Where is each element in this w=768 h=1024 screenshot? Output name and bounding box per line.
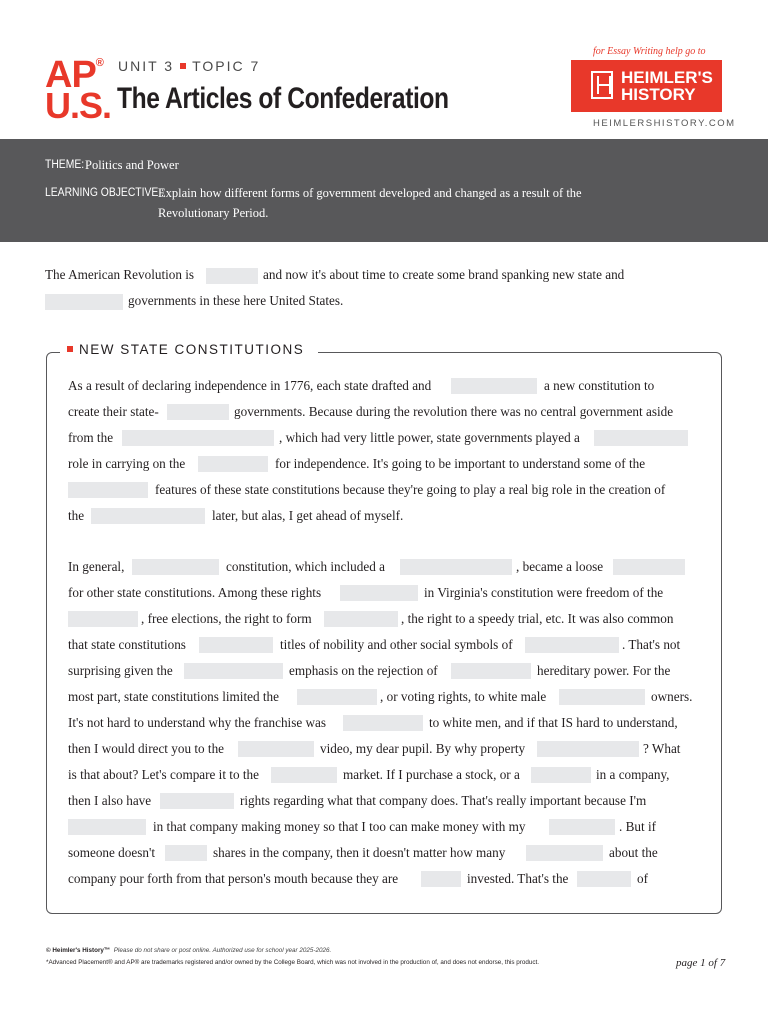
heading-square-icon: [67, 346, 73, 352]
site-link[interactable]: HEIMLERSHISTORY.COM: [593, 118, 736, 129]
fill-blank[interactable]: [340, 585, 418, 601]
fill-blank[interactable]: [324, 611, 398, 627]
fill-blank[interactable]: [199, 637, 273, 653]
intro-text: The American Revolution is: [45, 267, 195, 282]
body-text: , or voting rights, to white male: [380, 689, 547, 704]
fill-blank[interactable]: [400, 559, 512, 575]
body-text: In general,: [68, 559, 125, 574]
fill-blank[interactable]: [238, 741, 314, 757]
body-text: rights regarding what that company does. That's really important because I'm: [240, 793, 647, 808]
fill-blank[interactable]: [184, 663, 283, 679]
intro-text: governments in these here United States.: [128, 293, 344, 308]
fill-blank[interactable]: [559, 689, 645, 705]
fill-blank[interactable]: [421, 871, 461, 887]
fill-blank[interactable]: [45, 294, 123, 310]
body-text: video, my dear pupil. By why property: [320, 741, 526, 756]
body-text: a new constitution to: [544, 378, 655, 393]
fill-blank[interactable]: [549, 819, 615, 835]
fill-blank[interactable]: [271, 767, 337, 783]
body-text: about the: [609, 845, 658, 860]
fill-blank[interactable]: [531, 767, 591, 783]
heimlers-history-logo[interactable]: [571, 60, 722, 112]
fill-blank[interactable]: [525, 637, 619, 653]
body-text: create their state-: [68, 404, 159, 419]
body-text: the: [68, 508, 85, 523]
body-text: , the right to a speedy trial, etc. It was also common: [401, 611, 674, 626]
body-text: for other state constitutions. Among these rights: [68, 585, 322, 600]
body-text: of: [637, 871, 648, 886]
theme-label: THEME:: [45, 159, 85, 171]
body-text: , free elections, the right to form: [141, 611, 312, 626]
theme-value: Politics and Power: [85, 158, 179, 172]
body-text: someone doesn't: [68, 845, 155, 860]
fill-blank[interactable]: [122, 430, 274, 446]
body-text: As a result of declaring independence in 1776, each state drafted and: [68, 378, 432, 393]
copyright-text: © Heimler's History™: [46, 947, 111, 954]
body-text: then I also have: [68, 793, 152, 808]
body-text: in that company making money so that I too can make money with my: [153, 819, 526, 834]
body-text: hereditary power. For the: [537, 663, 671, 678]
body-text: . That's not: [622, 637, 681, 652]
fill-blank[interactable]: [91, 508, 205, 524]
intro-text: and now it's about time to create some brand spanking new state and: [263, 267, 625, 282]
heimler-h-icon: [591, 71, 613, 99]
body-text: emphasis on the rejection of: [289, 663, 438, 678]
body-text: market. If I purchase a stock, or a: [343, 767, 520, 782]
fill-blank[interactable]: [613, 559, 685, 575]
page-number: page 1 of 7: [676, 957, 726, 969]
body-text: , which had very little power, state governments played a: [279, 430, 580, 445]
fill-blank[interactable]: [68, 611, 138, 627]
copyright-line: [46, 947, 331, 954]
fill-blank[interactable]: [165, 845, 207, 861]
fill-blank[interactable]: [577, 871, 631, 887]
fill-blank[interactable]: [68, 819, 146, 835]
topic-label: TOPIC 7: [192, 58, 261, 74]
body-text: surprising given the: [68, 663, 173, 678]
fill-blank[interactable]: [526, 845, 603, 861]
usage-notice: Please do not share or post online. Authorized use for school year 2025-2026.: [113, 947, 332, 954]
body-text: for independence. It's going to be important to understand some of the: [275, 456, 646, 471]
body-text: is that about? Let's compare it to the: [68, 767, 259, 782]
body-text: , became a loose: [516, 559, 604, 574]
body-text: constitution, which included a: [226, 559, 385, 574]
fill-blank[interactable]: [132, 559, 219, 575]
theme-band: [0, 139, 768, 242]
fill-blank[interactable]: [343, 715, 423, 731]
body-text: ? What: [643, 741, 681, 756]
fill-blank[interactable]: [451, 663, 531, 679]
body-text: company pour forth from that person's mouth because they are: [68, 871, 399, 886]
body-text: . But if: [619, 819, 656, 834]
fill-blank[interactable]: [594, 430, 688, 446]
fill-blank[interactable]: [297, 689, 377, 705]
ap-us-logo: AP® U.S.: [45, 54, 112, 126]
fill-blank[interactable]: [68, 482, 148, 498]
unit-topic-label: [118, 58, 260, 74]
body-text: later, but alas, I get ahead of myself.: [212, 508, 404, 523]
brand-line-2: HISTORY: [621, 85, 696, 104]
body-text: from the: [68, 430, 114, 445]
body-text: role in carrying on the: [68, 456, 186, 471]
body-text: that state constitutions: [68, 637, 186, 652]
body-text: then I would direct you to the: [68, 741, 225, 756]
brand-line-1: HEIMLER'S: [621, 68, 713, 87]
trademark-notice: *Advanced Placement® and AP® are trademarks registered and/or owned by the College Board, which was not involved in the production of, and does not endorse, this product.: [46, 959, 540, 966]
body-text: features of these state constitutions because they're going to play a real big role in the creation of: [155, 482, 666, 497]
body-text: shares in the company, then it doesn't matter how many: [213, 845, 506, 860]
objective-line-1: Explain how different forms of government developed and changed as a result of the: [158, 186, 582, 200]
separator-square-icon: [180, 63, 186, 69]
body-text: owners.: [651, 689, 693, 704]
fill-blank[interactable]: [198, 456, 268, 472]
page-title: The Articles of Confederation: [117, 82, 449, 115]
section-heading: NEW STATE CONSTITUTIONS: [60, 342, 318, 357]
body-text: governments. Because during the revolution there was no central government aside: [234, 404, 674, 419]
unit-label: UNIT 3: [118, 58, 175, 74]
body-text: titles of nobility and other social symbols of: [280, 637, 513, 652]
body-text: invested. That's the: [467, 871, 569, 886]
fill-blank[interactable]: [537, 741, 639, 757]
objective-label: LEARNING OBJECTIVE :: [45, 187, 165, 199]
body-text: It's not hard to understand why the franchise was: [68, 715, 326, 730]
body-text: in Virginia's constitution were freedom of the: [424, 585, 664, 600]
fill-blank[interactable]: [451, 378, 537, 394]
body-text: in a company,: [596, 767, 670, 782]
fill-blank[interactable]: [160, 793, 234, 809]
fill-blank[interactable]: [167, 404, 229, 420]
body-text: most part, state constitutions limited the: [68, 689, 279, 704]
promo-text: for Essay Writing help go to: [593, 46, 706, 57]
body-text: to white men, and if that IS hard to understand,: [429, 715, 678, 730]
fill-blank[interactable]: [206, 268, 258, 284]
objective-line-2: Revolutionary Period.: [158, 206, 269, 220]
